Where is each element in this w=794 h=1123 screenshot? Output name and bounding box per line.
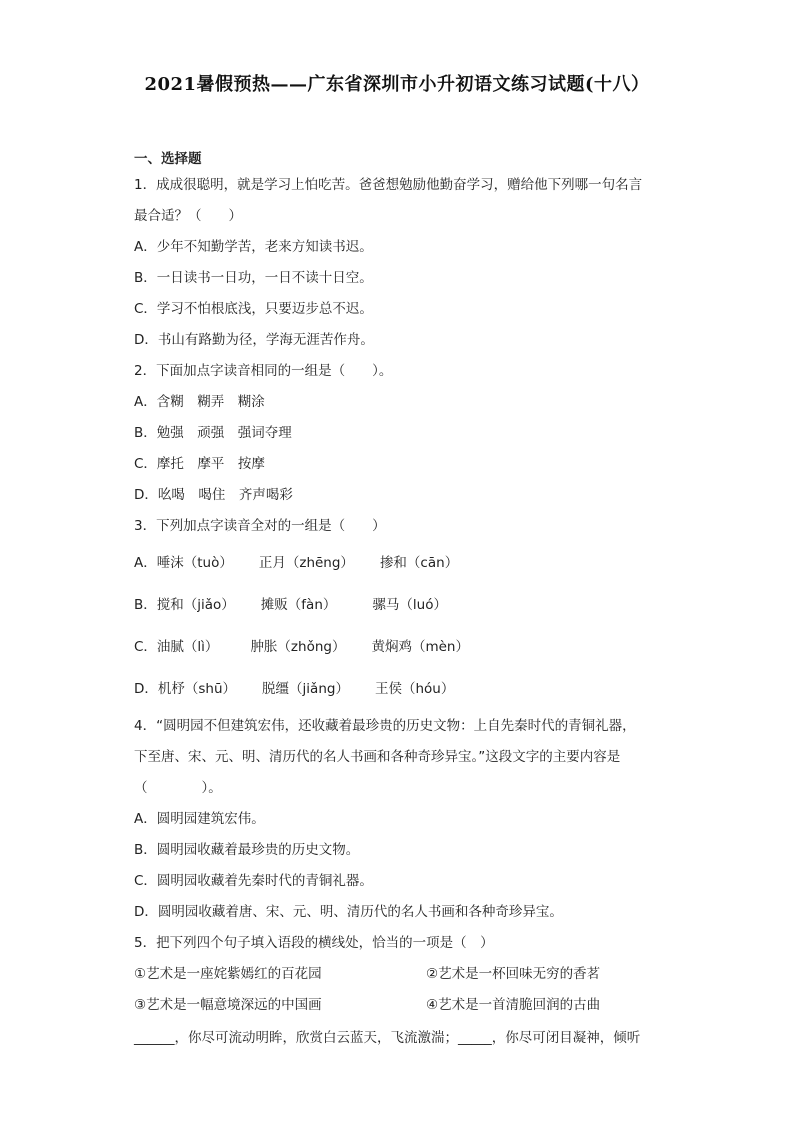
- q3-a-item2: 正月（zhēng）: [258, 555, 354, 571]
- q3-b-item1: B．搅和（jiǎo）: [134, 597, 235, 613]
- q1-stem-line2: 最合适？（ ）: [134, 208, 242, 224]
- section-heading: 一、选择题: [134, 151, 202, 167]
- q2-option-c: C．摩托 摩平 按摩: [134, 456, 265, 472]
- q3-c-item2: 肿胀（zhǒng）: [250, 639, 346, 655]
- q3-d-item1: D．机杼（shū）: [134, 681, 237, 697]
- q1-option-a: A．少年不知勤学苦，老来方知读书迟。: [134, 239, 373, 255]
- q3-b-item2: 摊贩（fàn）: [260, 597, 337, 613]
- q2-option-b: B．勉强 顽强 强词夺理: [134, 425, 292, 441]
- q4-stem-line2: 下至唐、宋、元、明、清历代的名人书画和各种奇珍异宝。”这段文字的主要内容是: [134, 749, 621, 765]
- q3-d-item2: 脱缰（jiǎng）: [262, 681, 349, 697]
- q5-sentence-1: ①艺术是一座姹紫嫣红的百花园: [134, 966, 322, 982]
- q4-option-c: C．圆明园收藏着先秦时代的青铜礼器。: [134, 873, 373, 889]
- q3-option-d: [134, 677, 454, 697]
- q5-sentence-4: ④艺术是一首清脆回润的古曲: [426, 997, 601, 1013]
- q4-option-d: D．圆明园收藏着唐、宋、元、明、清历代的名人书画和各种奇珍异宝。: [134, 904, 563, 920]
- q3-c-item1: C．油腻（lì）: [134, 639, 219, 655]
- q3-a-item3: 掺和（cān）: [379, 555, 459, 571]
- q4-stem-line3: （ ）。: [134, 780, 222, 796]
- q3-d-item3: 王侯（hóu）: [374, 681, 455, 697]
- q1-option-d: D．书山有路勤为径，学海无涯苦作舟。: [134, 332, 374, 348]
- q4-option-b: B．圆明园收藏着最珍贵的历史文物。: [134, 842, 360, 858]
- q4-stem-line1: 4．“圆明园不但建筑宏伟，还收藏着最珍贵的历史文物：上自先秦时代的青铜礼器，: [134, 718, 636, 734]
- q3-option-a: [134, 551, 458, 571]
- q4-option-a: A．圆明园建筑宏伟。: [134, 811, 265, 827]
- page-title: 2021暑假预热——广东省深圳市小升初语文练习试题(十八）: [144, 74, 650, 95]
- q1-option-b: B．一日读书一日功，一日不读十日空。: [134, 270, 373, 286]
- q5-sentence-3: ③艺术是一幅意境深远的中国画: [134, 997, 322, 1013]
- q3-option-c: [134, 635, 469, 655]
- q3-stem: 3．下列加点字读音全对的一组是（ ）: [134, 518, 386, 534]
- q3-a-item1: A．唾沫（tuò）: [134, 555, 233, 571]
- q3-b-item3: 骡马（luó）: [372, 597, 447, 613]
- q3-option-b: [134, 593, 447, 613]
- q2-option-a: A．含糊 糊弄 糊涂: [134, 394, 265, 410]
- q2-option-d: D．吆喝 喝住 齐声喝彩: [134, 487, 293, 503]
- q5-sentence-2: ②艺术是一杯回味无穷的香茗: [426, 966, 601, 982]
- q3-c-item3: 黄焖鸡（mèn）: [371, 639, 469, 655]
- q2-stem: 2．下面加点字读音相同的一组是（ ）。: [134, 363, 393, 379]
- q1-stem-line1: 1．成成很聪明，就是学习上怕吃苦。爸爸想勉励他勤奋学习，赠给他下列哪一句名言: [134, 177, 643, 193]
- q5-passage-line: ______，你尽可流动明眸，欣赏白云蓝天，飞流激湍；_____，你尽可闭目凝神，倾听: [134, 1030, 641, 1046]
- q1-option-c: C．学习不怕根底浅，只要迈步总不迟。: [134, 301, 373, 317]
- q5-stem: 5．把下列四个句子填入语段的横线处，恰当的一项是（ ）: [134, 935, 494, 951]
